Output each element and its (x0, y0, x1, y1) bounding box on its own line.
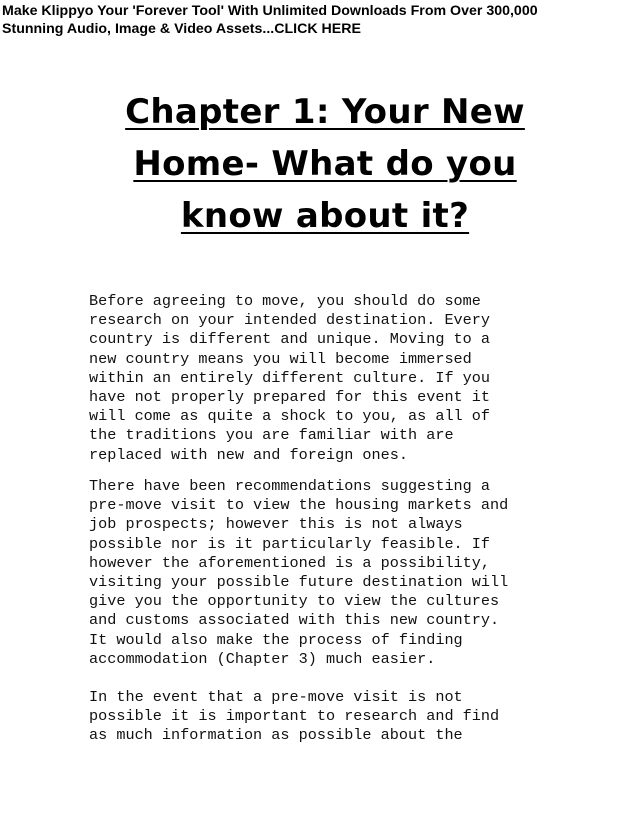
chapter-title-line-3: know about it? (180, 196, 470, 236)
promo-banner-link[interactable] (2, 2, 622, 38)
promo-line-1[interactable]: Make Klippyo Your 'Forever Tool' With Unlimited Downloads From Over 300,000 (2, 3, 538, 19)
chapter-title-line-2: Home- What do you (133, 144, 517, 184)
text-line: replaced with new and foreign ones. (89, 445, 408, 464)
chapter-title-line-1: Chapter 1: Your New (125, 92, 525, 132)
text-line: It would also make the process of finding (89, 630, 463, 649)
text-line: within an entirely different culture. If you (89, 368, 491, 387)
text-line: Before agreeing to move, you should do some (89, 292, 481, 310)
text-line: however the aforementioned is a possibility, (89, 553, 491, 572)
text-line: new country means you will become immersed (89, 349, 472, 368)
text-line: In the event that a pre-move visit is not (89, 688, 463, 706)
paragraph-1 (89, 292, 609, 465)
text-line: possible it is important to research and find (89, 707, 500, 726)
text-line: will come as quite a shock to you, as all of (89, 407, 491, 426)
text-line: have not properly prepared for this event it (89, 388, 491, 407)
text-line: country is different and unique. Moving to a (89, 330, 491, 349)
chapter-title (60, 86, 590, 242)
text-line: visiting your possible future destination will (89, 573, 509, 592)
text-line: and customs associated with this new country. (89, 611, 500, 630)
promo-line-2[interactable]: Stunning Audio, Image & Video Assets...CLICK HERE (2, 21, 361, 37)
text-line: give you the opportunity to view the cultures (89, 592, 500, 611)
text-line: as much information as possible about the (89, 726, 463, 745)
text-line: possible nor is it particularly feasible. If (89, 534, 491, 553)
text-line: There have been recommendations suggesting a (89, 477, 491, 495)
text-line: job prospects; however this is not always (89, 515, 463, 534)
paragraph-3 (89, 688, 609, 746)
text-line: accommodation (Chapter 3) much easier. (89, 649, 436, 668)
paragraph-2 (89, 477, 609, 669)
text-line: research on your intended destination. Every (89, 311, 491, 330)
text-line: the traditions you are familiar with are (89, 426, 454, 445)
text-line: pre-move visit to view the housing markets and (89, 496, 509, 515)
